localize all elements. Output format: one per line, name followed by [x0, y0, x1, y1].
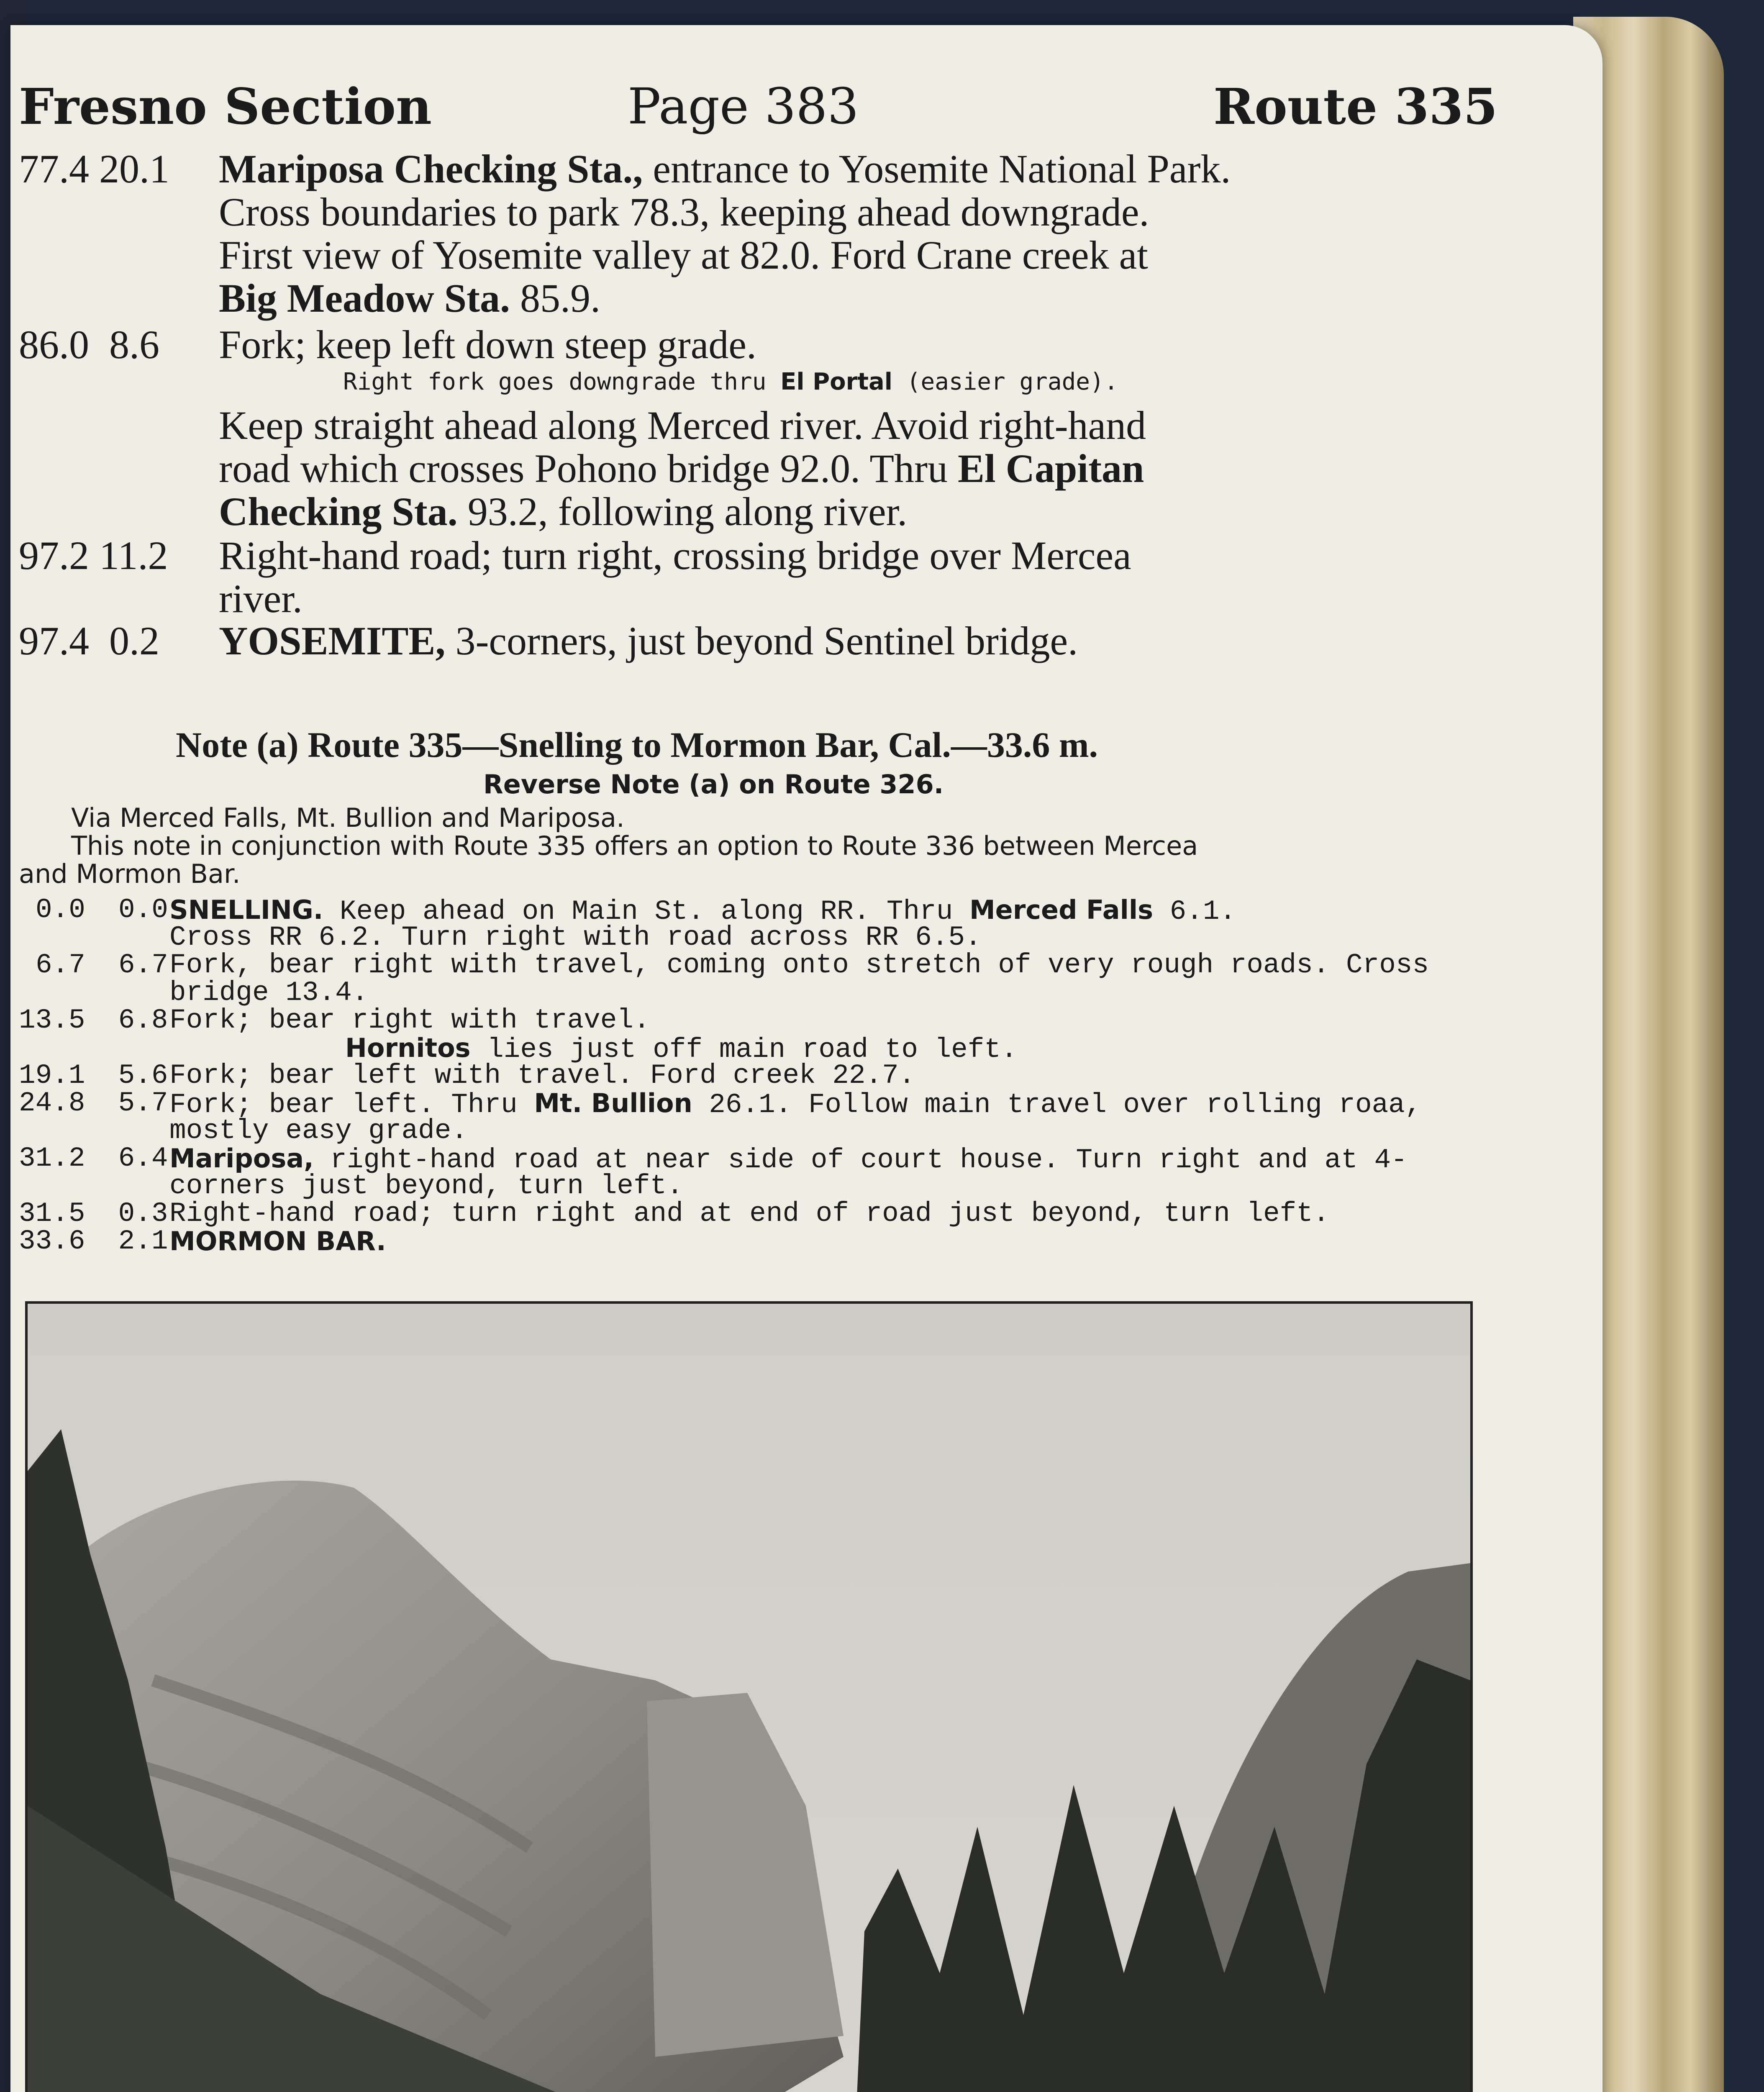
route-entry-text: Big Meadow Sta. 85.9.	[219, 276, 600, 320]
note-entry-mileage: 31.5 0.3	[19, 1198, 168, 1229]
route-entry-text: YOSEMITE, 3-corners, just beyond Sentinel bridge.	[219, 618, 1078, 663]
route-entry-text: Right-hand road; turn right, crossing bridge over Mercea	[219, 533, 1131, 578]
note-entry-mileage: 31.2 6.4	[19, 1143, 168, 1174]
route-entry-text: river.	[219, 576, 303, 621]
note-description: This note in conjunction with Route 335 offers an option to Route 336 between Mercea	[71, 831, 1198, 861]
note-entry-mileage: 19.1 5.6	[19, 1060, 168, 1091]
route-entry-text: Keep straight ahead along Merced river. Avoid right-hand	[219, 403, 1146, 448]
note-entry-sub: Hornitos lies just off main road to left.	[345, 1033, 1018, 1065]
note-entry-text: corners just beyond, turn left.	[169, 1170, 683, 1202]
note-description: and Mormon Bar.	[19, 859, 241, 889]
note-entry-text: Fork; bear left with travel. Ford creek 22.7.	[169, 1060, 915, 1091]
note-via: Via Merced Falls, Mt. Bullion and Mariposa.	[71, 802, 625, 833]
note-entry-text: mostly easy grade.	[169, 1115, 468, 1146]
yosemite-photograph	[25, 1301, 1473, 2092]
route-entry: 97.2 11.2	[19, 533, 168, 578]
route-entry-text: First view of Yosemite valley at 82.0. Ford Crane creek at	[219, 233, 1148, 277]
note-entry-text: MORMON BAR.	[169, 1226, 386, 1256]
page-number: Page 383	[628, 77, 859, 135]
note-entry-text: Right-hand road; turn right and at end of road just beyond, turn left.	[169, 1198, 1330, 1229]
section-title: Fresno Section	[19, 77, 432, 136]
route-entry-text: Fork; keep left down steep grade.	[219, 322, 756, 367]
landscape-illustration	[28, 1304, 1470, 2092]
note-entry-text: bridge 13.4.	[169, 977, 369, 1008]
route-entry: 86.0 8.6	[19, 322, 159, 367]
note-entry-mileage: 6.7 6.7	[36, 949, 168, 981]
note-entry-text: Fork; bear right with travel.	[169, 1005, 650, 1036]
note-entry-mileage: 13.5 6.8	[19, 1005, 168, 1036]
note-reverse: Reverse Note (a) on Route 326.	[483, 769, 944, 800]
note-entry-text: Cross RR 6.2. Turn right with road across RR 6.5.	[169, 922, 982, 953]
route-entry: 97.4 0.2	[19, 618, 159, 663]
route-entry: 77.4 20.1	[19, 146, 169, 191]
route-entry-note: Right fork goes downgrade thru El Portal (easier grade).	[343, 368, 1118, 395]
note-entry-text: Fork; bear left. Thru Mt. Bullion 26.1. Follow main travel over rolling roaa,	[169, 1088, 1422, 1120]
note-entry-mileage: 0.0 0.0	[36, 894, 168, 926]
route-entry-text: Checking Sta. 93.2, following along river.	[219, 489, 908, 534]
note-entry-text: SNELLING. Keep ahead on Main St. along RR. Thru Merced Falls 6.1.	[169, 895, 1236, 927]
note-entry-text: Mariposa, right-hand road at near side of court house. Turn right and at 4-	[169, 1143, 1408, 1176]
note-entry-mileage: 24.8 5.7	[19, 1087, 168, 1119]
route-entry-text: road which crosses Pohono bridge 92.0. Thru El Capitan	[219, 446, 1144, 491]
note-title: Note (a) Route 335—Snelling to Mormon Bar, Cal.—33.6 m.	[176, 725, 1098, 765]
route-number: Route 335	[1213, 77, 1498, 136]
note-entry-text: Fork, bear right with travel, coming onto stretch of very rough roads. Cross	[169, 949, 1429, 981]
route-entry-text: Cross boundaries to park 78.3, keeping ahead downgrade.	[219, 190, 1149, 234]
note-entry-mileage: 33.6 2.1	[19, 1225, 168, 1257]
route-entry-text: Mariposa Checking Sta., entrance to Yosemite National Park.	[219, 146, 1231, 191]
